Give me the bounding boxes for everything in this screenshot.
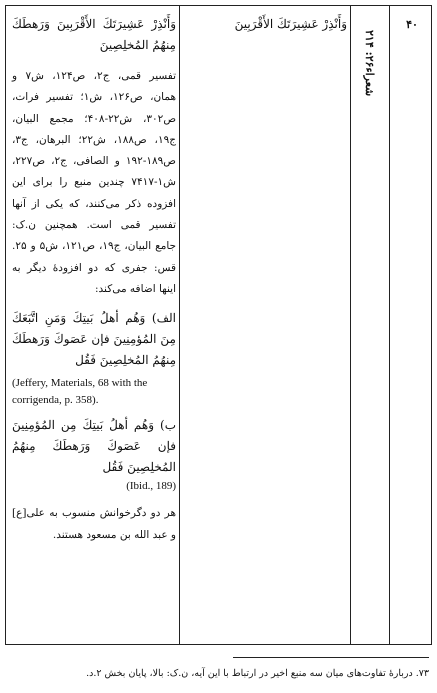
footnote-separator xyxy=(233,657,429,658)
reference-cell xyxy=(353,6,386,644)
canonical-verse: وَأَنْذِرْ عَشِيرَتَكَ الأَقْرَبِينَ xyxy=(234,17,347,31)
column-divider xyxy=(350,6,351,644)
citation-b: (Ibid., 189) xyxy=(126,480,176,493)
closing-note: هر دو دگرخوانش منسوب به علی[ع] و عبد الله بن مسعود هستند. xyxy=(12,507,176,541)
citation-a: (Jeffery, Materials, 68 with the corrigenda, p. 358). xyxy=(12,377,148,407)
sources-paragraph: تفسیر قمی، ج۲، ص۱۲۴، ش۷ و همان، ص۱۲۶، ش۱؛ تفسیر فرات، ص۳۰۲، ش۲۲-۴۰۸؛ مجمع البیان، ج۱۹، ص۱۸۸، ش۲۲؛ البرهان، ج۳، ص۱۸۹-۱۹۲ و الصافی، ج۲، ص۲۲۷، ش۱-۷۴۱۷ چندین منبع را برای این افزوده ذکر می‌کنند، که یکی از آنها تفسیر قمی است. همچنین ن.ک: جامع البیان، ج۱۹، ص۱۲۱، ش۵ و ۲۵. قس: جفری که دو افزودهٔ دیگر به اینها اضافه می‌کند: xyxy=(12,70,177,295)
variant-table xyxy=(5,5,432,645)
row-number: ۴۰ xyxy=(406,18,418,31)
variant-text-cell xyxy=(12,6,176,644)
variant-verse: وَأَنْذِرْ عَشِيرَتَكَ الأَقْرَبِينَ وَرَهطَكَ مِنهُمُ المُخلِصِينَ xyxy=(12,17,176,52)
variant-a: الف) وَهُم أهلُ بَيتِكَ وَمَنِ اتَّبَعَكَ مِنَ المُؤمِنِينَ فإن عَصَوكَ وَرَهطَكَ مِنهُمُ المُخلِصِينَ فَقُل xyxy=(12,311,176,368)
column-divider xyxy=(179,6,180,644)
variant-b: ب) وَهُم أهلُ بَيتِكَ مِن المُؤمِنِينَ فإن عَصَوكَ وَرَهطَكَ مِنهُمُ المُخلِصِينَ فَقُل xyxy=(12,418,176,475)
sura-reference: شعراء۲۶: ۲۱۴ xyxy=(363,29,376,96)
verse-cell xyxy=(182,6,347,644)
footnote: ۷۳. دربارهٔ تفاوت‌های میان سه منبع اخیر در ارتباط با این آیه، ن.ک: بالا، پایان بخش ۲.د. xyxy=(86,668,429,679)
column-divider xyxy=(389,6,390,644)
row-number-cell xyxy=(392,6,432,644)
